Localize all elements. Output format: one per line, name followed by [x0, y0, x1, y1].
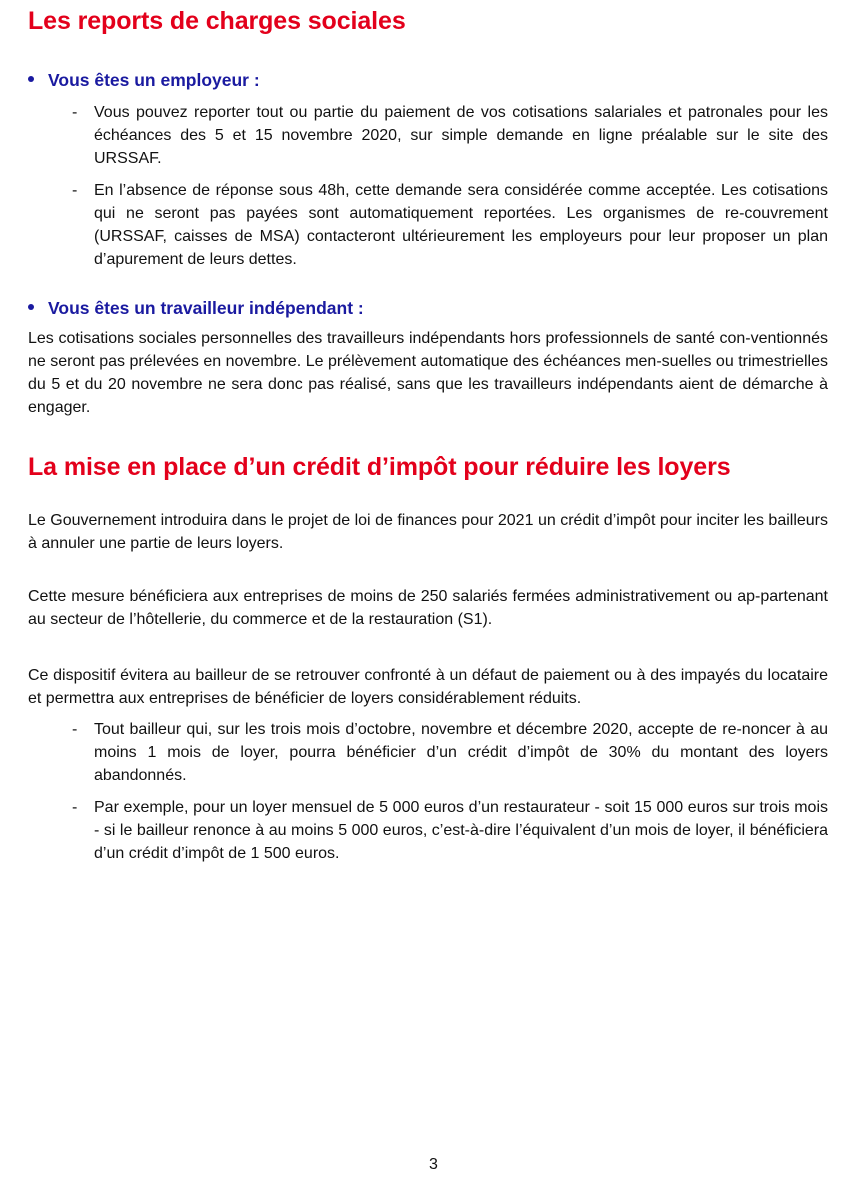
- list-item: [72, 796, 828, 865]
- list-item-text: En l’absence de réponse sous 48h, cette demande sera considérée comme acceptée. Les cotisations qui ne seront pas payées sont automatiquement reportées. Les organismes de re-couvrement (URSSAF, caisses de MSA) contacteront ultérieurement les employeurs pour leur proposer un plan d’apurement de leurs dettes.: [94, 182, 828, 268]
- section-title-tax-credit: La mise en place d’un crédit d’impôt pour réduire les loyers: [28, 453, 731, 481]
- subheading-employer-label: Vous êtes un employeur :: [48, 70, 260, 90]
- employer-list: [72, 101, 828, 280]
- subheading-independent: [28, 297, 364, 319]
- list-item-text: Vous pouvez reporter tout ou partie du paiement de vos cotisations salariales et patronales pour les échéances des 5 et 15 novembre 2020, sur simple demande en ligne préalable sur le site des URSSAF.: [94, 104, 828, 167]
- list-item-text: Par exemple, pour un loyer mensuel de 5 000 euros d’un restaurateur - soit 15 000 euros sur trois mois - si le bailleur renonce à au moins 5 000 euros, c’est-à-dire l’équivalent d’un mois de loyer, il bénéficiera d’un crédit d’impôt de 1 500 euros.: [94, 799, 828, 862]
- paragraph-mechanism: Ce dispositif évitera au bailleur de se retrouver confronté à un défaut de paiement ou à des impayés du locataire et permettra aux entreprises de bénéficier de loyers considérablement réduits.: [28, 667, 828, 707]
- section-title-social-charges: Les reports de charges sociales: [28, 7, 406, 35]
- dash-marker: -: [72, 799, 78, 816]
- bullet-icon: [28, 76, 34, 82]
- list-item: [72, 179, 828, 271]
- subheading-independent-label: Vous êtes un travailleur indépendant :: [48, 298, 364, 318]
- tax-credit-list: [72, 718, 828, 874]
- list-item: [72, 101, 828, 170]
- page-number: 3: [429, 1156, 438, 1173]
- subheading-employer: [28, 69, 260, 91]
- dash-marker: -: [72, 182, 78, 199]
- bullet-icon: [28, 304, 34, 310]
- dash-marker: -: [72, 104, 78, 121]
- dash-marker: -: [72, 721, 78, 738]
- paragraph-intro: Le Gouvernement introduira dans le projet de loi de finances pour 2021 un crédit d’impôt pour inciter les bailleurs à annuler une partie de leurs loyers.: [28, 512, 828, 552]
- independent-paragraph: Les cotisations sociales personnelles des travailleurs indépendants hors professionnels de santé con-ventionnés ne seront pas prélevées en novembre. Le prélèvement automatique des échéances men-suelles ou trimestrielles du 5 et du 20 novembre ne sera donc pas réalisé, sans que les travailleurs indépendants aient de démarche à engager.: [28, 330, 828, 416]
- list-item-text: Tout bailleur qui, sur les trois mois d’octobre, novembre et décembre 2020, accepte de re-noncer à au moins 1 mois de loyer, pourra bénéficier d’un crédit d’impôt de 30% du montant des loyers abandonnés.: [94, 721, 828, 784]
- list-item: [72, 718, 828, 787]
- paragraph-measure: Cette mesure bénéficiera aux entreprises de moins de 250 salariés fermées administrativement ou ap-partenant au secteur de l’hôtellerie, du commerce et de la restauration (S1).: [28, 588, 828, 628]
